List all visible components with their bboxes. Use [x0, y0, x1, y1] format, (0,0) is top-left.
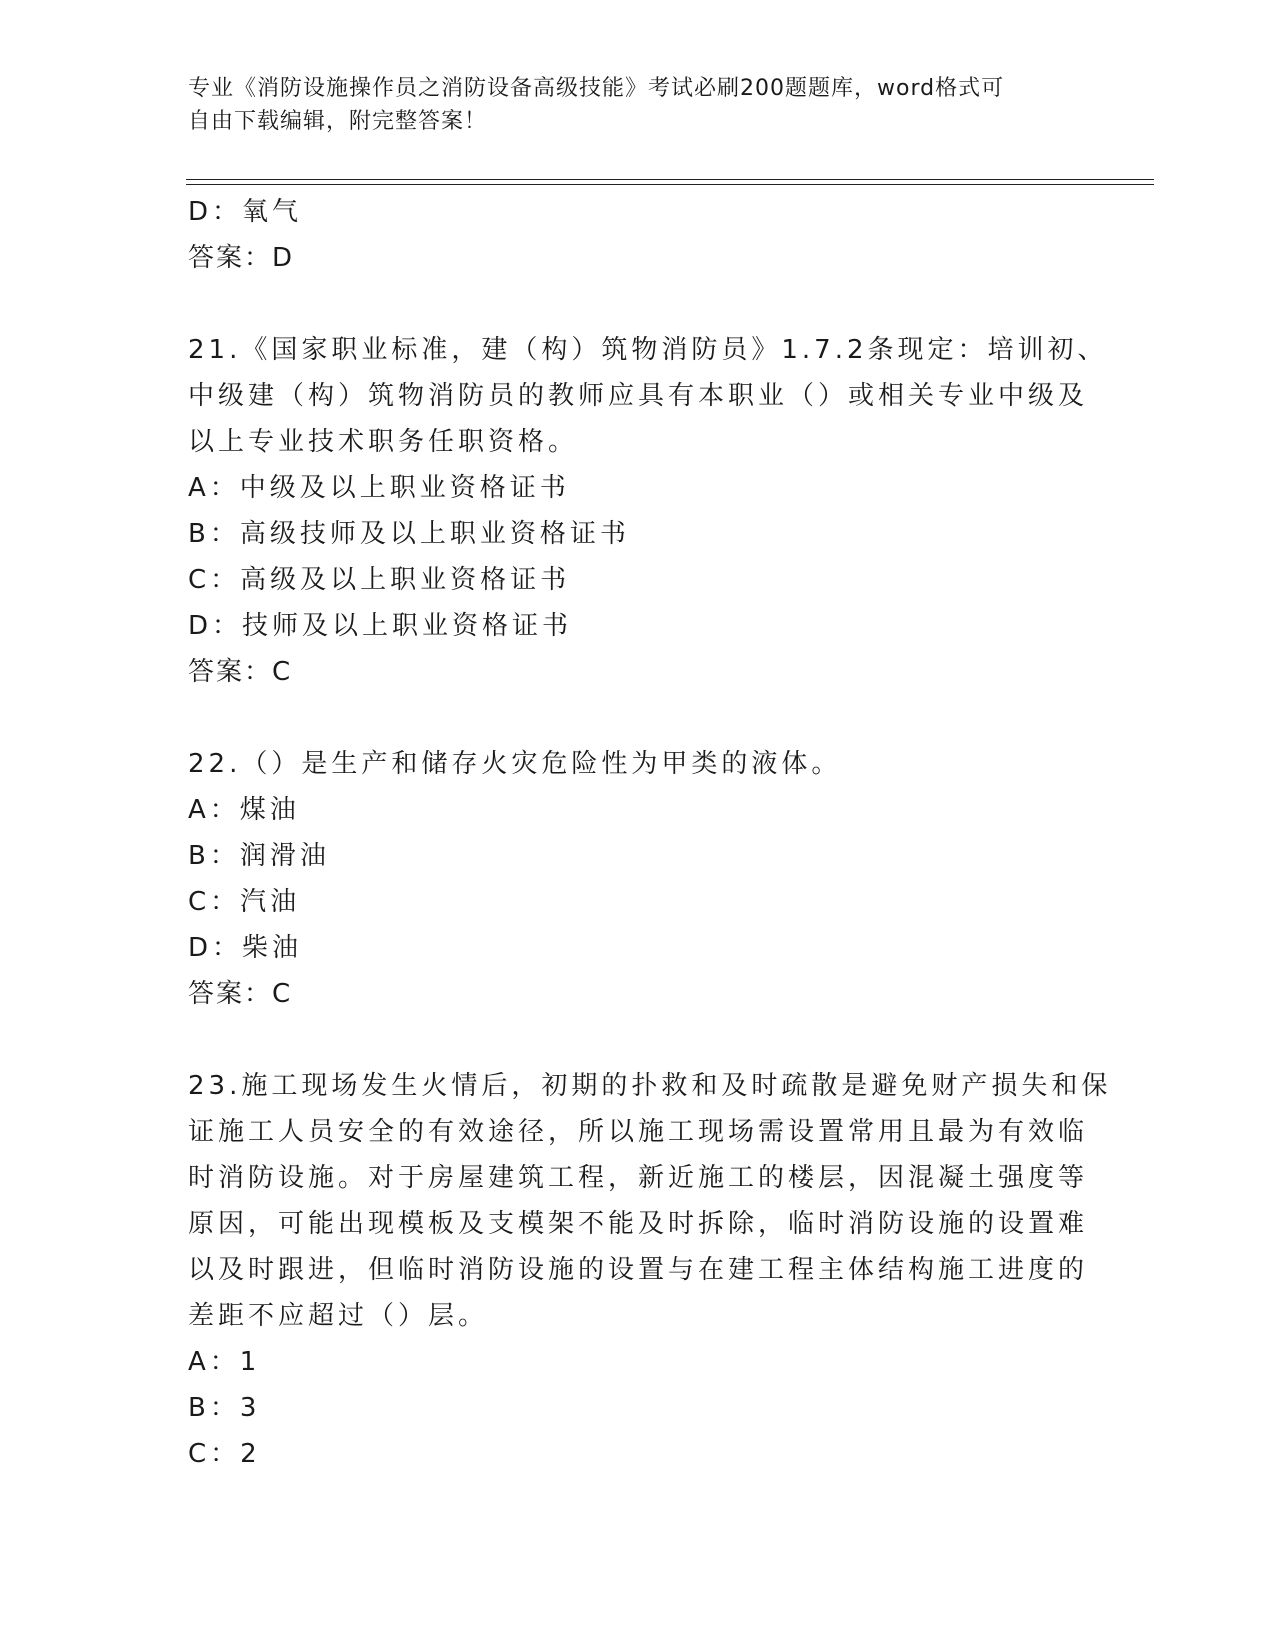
- spacer: [188, 281, 1088, 327]
- prev-option-d: D：氧气: [188, 197, 303, 227]
- q23-option-b: B：3: [188, 1393, 261, 1423]
- question-content: [188, 189, 1112, 1477]
- q21-option-c: C：高级及以上职业资格证书: [188, 565, 571, 595]
- q23-stem-line-1: 23.施工现场发生火情后，初期的扑救和及时疏散是避免财产损失和保: [188, 1071, 1112, 1101]
- q21-option-b: B：高级技师及以上职业资格证书: [188, 519, 630, 549]
- q22-option-b: B：润滑油: [188, 841, 330, 871]
- spacer: [188, 695, 1088, 741]
- q21-stem-line-2: 中级建（构）筑物消防员的教师应具有本职业（）或相关专业中级及: [188, 381, 1089, 411]
- q21-stem-line-1: 21.《国家职业标准，建（构）筑物消防员》1.7.2条现定：培训初、: [188, 335, 1108, 365]
- q23-stem-line-6: 差距不应超过（）层。: [188, 1301, 489, 1331]
- spacer: [188, 1017, 1088, 1063]
- q23-option-a: A：1: [188, 1347, 261, 1377]
- prev-answer: 答案：D: [188, 243, 295, 273]
- q22-answer: 答案：C: [188, 979, 293, 1009]
- q22-stem-line-1: 22.（）是生产和储存火灾危险性为甲类的液体。: [188, 749, 842, 779]
- q23-stem-line-5: 以及时跟进，但临时消防设施的设置与在建工程主体结构施工进度的: [188, 1255, 1089, 1285]
- q21-answer: 答案：C: [188, 657, 293, 687]
- header-line-1: 专业《消防设施操作员之消防设备高级技能》考试必刷200题题库，word格式可: [188, 76, 1005, 101]
- header-line-2: 自由下载编辑，附完整答案！: [188, 109, 488, 134]
- q22-option-d: D：柴油: [188, 933, 303, 963]
- q23-option-c: C：2: [188, 1439, 261, 1469]
- header-rule-bottom: [186, 184, 1154, 185]
- q21-stem-line-3: 以上专业技术职务任职资格。: [188, 427, 579, 457]
- question-23: [188, 1063, 1112, 1477]
- q23-stem-line-2: 证施工人员安全的有效途径，所以施工现场需设置常用且最为有效临: [188, 1117, 1089, 1147]
- header-rule-top: [186, 179, 1154, 180]
- q22-option-a: A：煤油: [188, 795, 300, 825]
- q23-stem-line-4: 原因，可能出现模板及支模架不能及时拆除，临时消防设施的设置难: [188, 1209, 1089, 1239]
- question-21: [188, 327, 1108, 695]
- question-22: [188, 741, 1088, 1017]
- q22-option-c: C：汽油: [188, 887, 301, 917]
- q21-option-d: D：技师及以上职业资格证书: [188, 611, 573, 641]
- document-header: [188, 72, 1068, 138]
- q23-stem-line-3: 时消防设施。对于房屋建筑工程，新近施工的楼层，因混凝土强度等: [188, 1163, 1089, 1193]
- q21-option-a: A：中级及以上职业资格证书: [188, 473, 570, 503]
